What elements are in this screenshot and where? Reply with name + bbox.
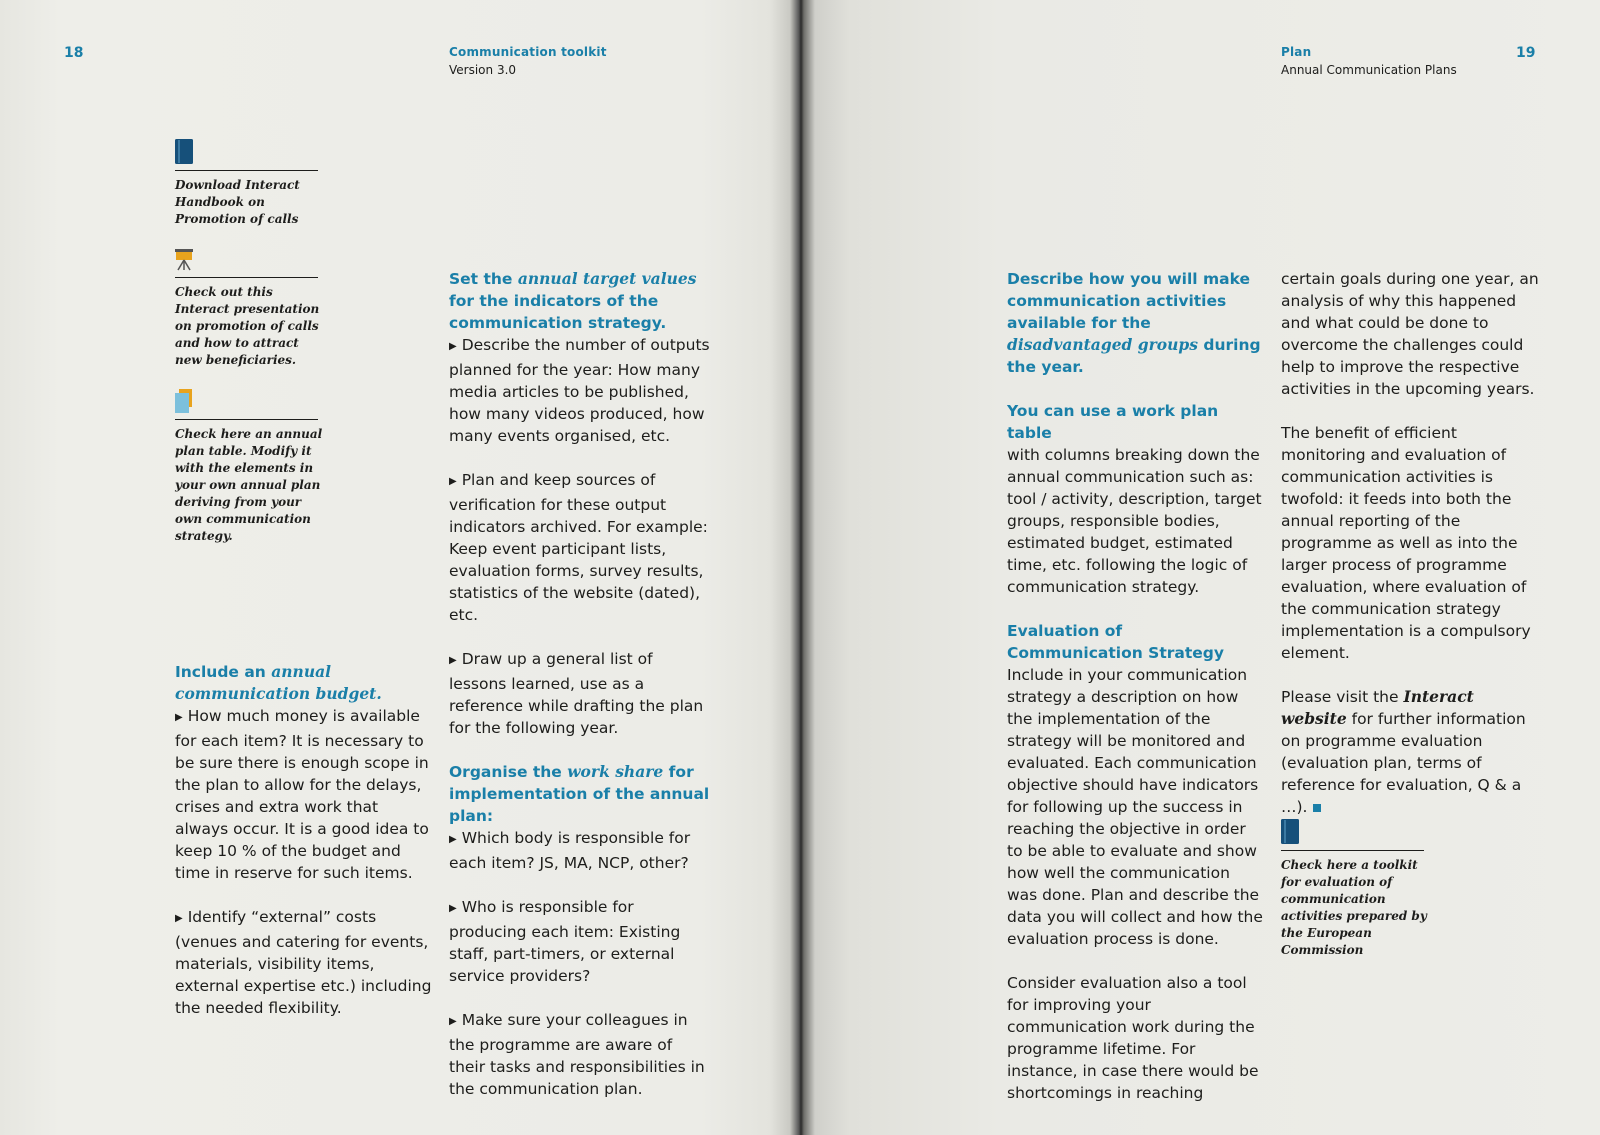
continued-text: certain goals during one year, an analysis of why this happened and what could be done to overcome the challenges could help to improve the respective activities in the upcoming years. [1281,270,1539,398]
interact-website-link[interactable]: Interact website [1281,687,1474,728]
bullet-arrow-icon: ▶ [449,476,457,487]
bullet-arrow-icon: ▶ [449,834,457,845]
bullet-arrow-icon: ▶ [449,903,457,914]
disadvantaged-heading: Describe how you will make communication activities available for the disadvantaged groups during the year. [1007,270,1261,376]
header-title: Communication toolkit [449,45,607,59]
bullet-arrow-icon: ▶ [175,712,183,723]
workplan-heading: You can use a work plan table [1007,402,1219,442]
bullet: ▶ Draw up a general list of lessons learned, use as a reference while drafting the plan for the following year. [449,650,704,737]
visit-text: Please visit the Interact website for further information on programme evaluation (evaluation plan, terms of reference for evaluation, Q & a …). [1281,687,1526,816]
targets-section [449,268,711,1100]
evaluation-heading-line1: Evaluation of [1007,622,1123,640]
bullet: ▶ Who is responsible for producing each item: Existing staff, part-timers, or external service providers? [449,898,681,985]
sidebar-note-text: Check here an annual plan table. Modify it with the elements in your own annual plan deriving from your own communication strategy. [175,427,323,543]
divider [175,419,318,420]
page-number-right: 19 [1516,45,1536,61]
book-icon [175,139,195,164]
divider [1281,850,1424,851]
bullet-arrow-icon: ▶ [449,655,457,666]
header-subtitle: Version 3.0 [449,63,517,77]
running-header-left [449,45,607,77]
document-icon [175,389,195,413]
end-mark-icon [1313,804,1321,812]
evaluation-body: Include in your communication strategy a description on how the implementation of the strategy will be monitored and evaluated. Each communication objective should have indicators for following up the success in reaching the objective in order to be able to evaluate and show how well the communication was done. Plan and describe the data you will collect and how the evaluation process is done. [1007,666,1263,948]
header-subtitle: Annual Communication Plans [1281,63,1457,77]
targets-heading: Set the annual target values for the indicators of the communication strategy. [449,269,697,332]
bullet-arrow-icon: ▶ [175,913,183,924]
bullet: ▶ How much money is available for each item? It is necessary to be sure there is enough scope in the plan to allow for the delays, crises and extra work that always occur. It is a good idea to keep 10 % of the budget and time in reserve for such items. [175,707,429,882]
workshare-heading: Organise the work share for implementation of the annual plan: [449,762,710,825]
divider [175,170,318,171]
bullet: ▶ Make sure your colleagues in the programme are aware of their tasks and responsibilities in the communication plan. [449,1011,705,1098]
sidebar-note-text: Download Interact Handbook on Promotion of calls [175,178,300,226]
budget-section [175,661,433,1019]
bullet: ▶ Describe the number of outputs planned for the year: How many media articles to be published, how many videos produced, how many events organised, etc. [449,336,710,445]
budget-heading: Include an annual communication budget. [175,662,382,703]
benefit-text: The benefit of efficient monitoring and evaluation of communication activities is twofold: it feeds into both the annual reporting of the programme as well as into the larger process of programme evaluation, where evaluation of the communication strategy implementation is a compulsory element. [1281,424,1531,662]
sidebar-note-presentation[interactable] [175,249,325,369]
sidebar-note-handbook[interactable] [175,139,325,228]
sidebar-note-plan-table[interactable] [175,389,325,545]
right-column-2 [1281,268,1543,818]
sidebar-note-text: Check here a toolkit for evaluation of communication activities prepared by the European Commission [1281,858,1427,957]
bullet: ▶ Plan and keep sources of verification for these output indicators archived. For example: Keep event participant lists, evaluation forms, survey results, statistics of the website (dated), etc. [449,471,708,624]
bullet: ▶ Which body is responsible for each item? JS, MA, NCP, other? [449,829,691,872]
header-title: Plan [1281,45,1312,59]
right-column-1 [1007,268,1265,1104]
sidebar-note-text: Check out this Interact presentation on promotion of calls and how to attract new beneficiaries. [175,285,320,367]
bullet-arrow-icon: ▶ [449,341,457,352]
sidebar-note-eval-toolkit[interactable] [1281,819,1431,959]
presentation-easel-icon [175,249,195,271]
bullet: ▶ Identify “external” costs (venues and catering for events, materials, visibility items, external expertise etc.) including the needed flexibility. [175,908,432,1017]
book-icon [1281,819,1301,844]
divider [175,277,318,278]
page-number-left: 18 [64,45,84,61]
bullet-arrow-icon: ▶ [449,1016,457,1027]
running-header-right [1281,45,1457,77]
consider-body: Consider evaluation also a tool for improving your communication work during the programme lifetime. For instance, in case there would be shortcomings in reaching [1007,974,1259,1102]
workplan-body: with columns breaking down the annual communication such as: tool / activity, description, target groups, responsible bodies, estimated budget, estimated time, etc. following the logic of communication strategy. [1007,446,1262,596]
evaluation-heading-line2: Communication Strategy [1007,644,1224,662]
